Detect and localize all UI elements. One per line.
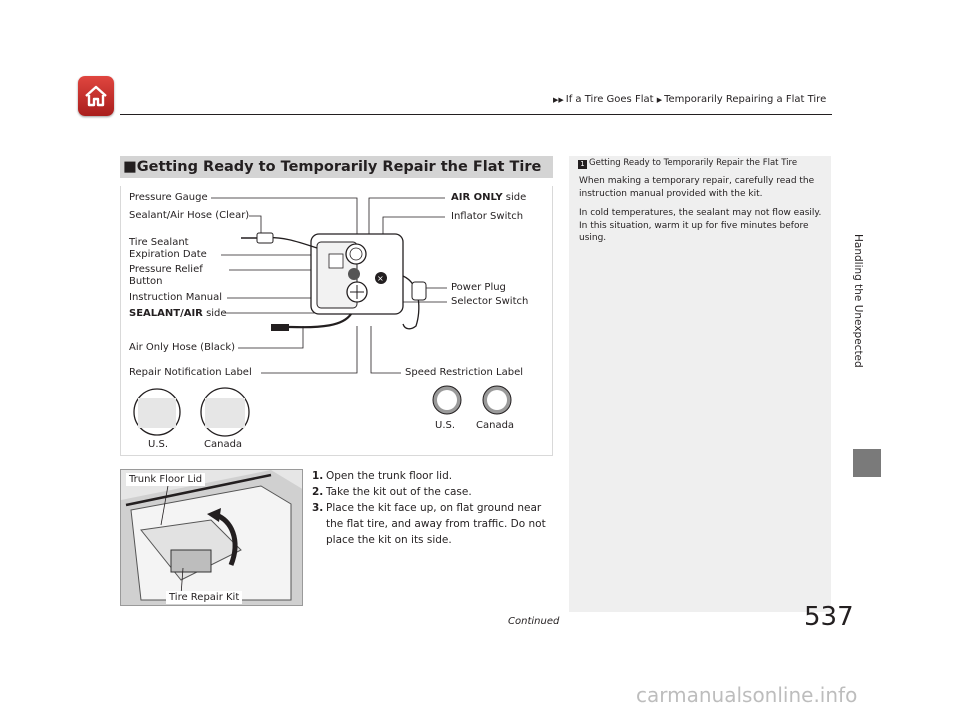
- sealant-air-side-text: side: [202, 308, 227, 319]
- callout-repair-notification: Repair Notification Label: [129, 367, 252, 378]
- step-number: 2.: [312, 486, 324, 498]
- tire-repair-kit-label: Tire Repair Kit: [166, 591, 242, 604]
- caption-canada-right: Canada: [476, 420, 515, 431]
- header-rule: [120, 114, 832, 115]
- callout-pressure-relief-button: Button: [129, 276, 163, 287]
- list-item: [312, 500, 557, 548]
- callout-power-plug: Power Plug: [451, 282, 506, 293]
- trunk-figure: [120, 469, 303, 606]
- callout-instruction-manual: Instruction Manual: [129, 292, 223, 303]
- callout-sealant-air-hose: Sealant/Air Hose (Clear): [129, 210, 250, 221]
- svg-text:×: ×: [377, 274, 384, 283]
- continued-label: Continued: [508, 616, 560, 627]
- sealant-air-bold: SEALANT/AIR: [129, 308, 203, 319]
- callout-tire-sealant: Tire Sealant: [129, 237, 189, 248]
- note-title[interactable]: [578, 158, 822, 169]
- home-button[interactable]: [78, 76, 114, 116]
- air-only-bold: AIR ONLY: [451, 192, 503, 203]
- home-icon: [84, 85, 108, 107]
- step-number: 3.: [312, 502, 324, 514]
- callout-selector-switch: Selector Switch: [451, 296, 529, 307]
- caption-us-left: U.S.: [148, 439, 169, 450]
- note-panel: [569, 156, 831, 612]
- caption-us-right: U.S.: [435, 420, 456, 431]
- breadcrumb: [553, 94, 826, 105]
- kit-figure: [120, 186, 553, 456]
- air-only-side-text: side: [502, 192, 527, 203]
- note-paragraph: In cold temperatures, the sealant may not flow easily. In this situation, warm it up for five minutes before using.: [579, 208, 822, 243]
- callout-pressure-relief: Pressure Relief: [129, 264, 203, 275]
- note-title-text: Getting Ready to Temporarily Repair the Flat Tire: [589, 158, 798, 168]
- repair-notification-label-us: [134, 389, 180, 435]
- callout-air-only-side: [451, 192, 526, 203]
- step-number: 1.: [312, 470, 324, 482]
- callout-speed-restriction: Speed Restriction Label: [405, 367, 524, 378]
- note-reference-icon: 1: [578, 160, 587, 169]
- breadcrumb-item[interactable]: If a Tire Goes Flat: [565, 94, 654, 105]
- list-item: [312, 468, 557, 484]
- breadcrumb-arrow-icon: ▶: [656, 96, 663, 104]
- section-bullet-icon: ■: [123, 159, 137, 175]
- step-text: Take the kit out of the case.: [326, 486, 472, 498]
- side-tab-label[interactable]: Handling the Unexpected: [852, 234, 864, 368]
- watermark: carmanualsonline.info: [636, 683, 858, 707]
- step-text: Place the kit face up, on flat ground near the flat tire, and away from traffic. Do not place the kit on its side.: [326, 502, 546, 546]
- callout-inflator-switch: Inflator Switch: [451, 211, 524, 222]
- section-title: Getting Ready to Temporarily Repair the Flat Tire: [136, 159, 542, 175]
- callout-air-only-hose: Air Only Hose (Black): [129, 342, 236, 353]
- speed-restriction-label-canada: [483, 386, 511, 414]
- kit-illustration: [121, 186, 554, 456]
- list-item: [312, 484, 557, 500]
- trunk-illustration: [121, 470, 303, 606]
- trunk-floor-lid-label: Trunk Floor Lid: [126, 473, 205, 486]
- steps-list: [312, 468, 557, 548]
- callout-sealant-air-side: [129, 308, 227, 319]
- callout-pressure-gauge: Pressure Gauge: [129, 192, 208, 203]
- caption-canada-left: Canada: [204, 439, 243, 450]
- breadcrumb-arrow-icon: ▶▶: [553, 96, 564, 104]
- section-heading: [120, 156, 553, 178]
- step-text: Open the trunk floor lid.: [326, 470, 453, 482]
- breadcrumb-item[interactable]: Temporarily Repairing a Flat Tire: [664, 94, 827, 105]
- note-paragraph: When making a temporary repair, carefully read the instruction manual provided with the kit.: [579, 176, 815, 199]
- speed-restriction-label-us: [433, 386, 461, 414]
- side-tab-marker: [853, 449, 881, 477]
- repair-notification-label-canada: [201, 388, 249, 436]
- page-number: 537: [804, 602, 854, 632]
- callout-expiration-date: Expiration Date: [129, 249, 207, 260]
